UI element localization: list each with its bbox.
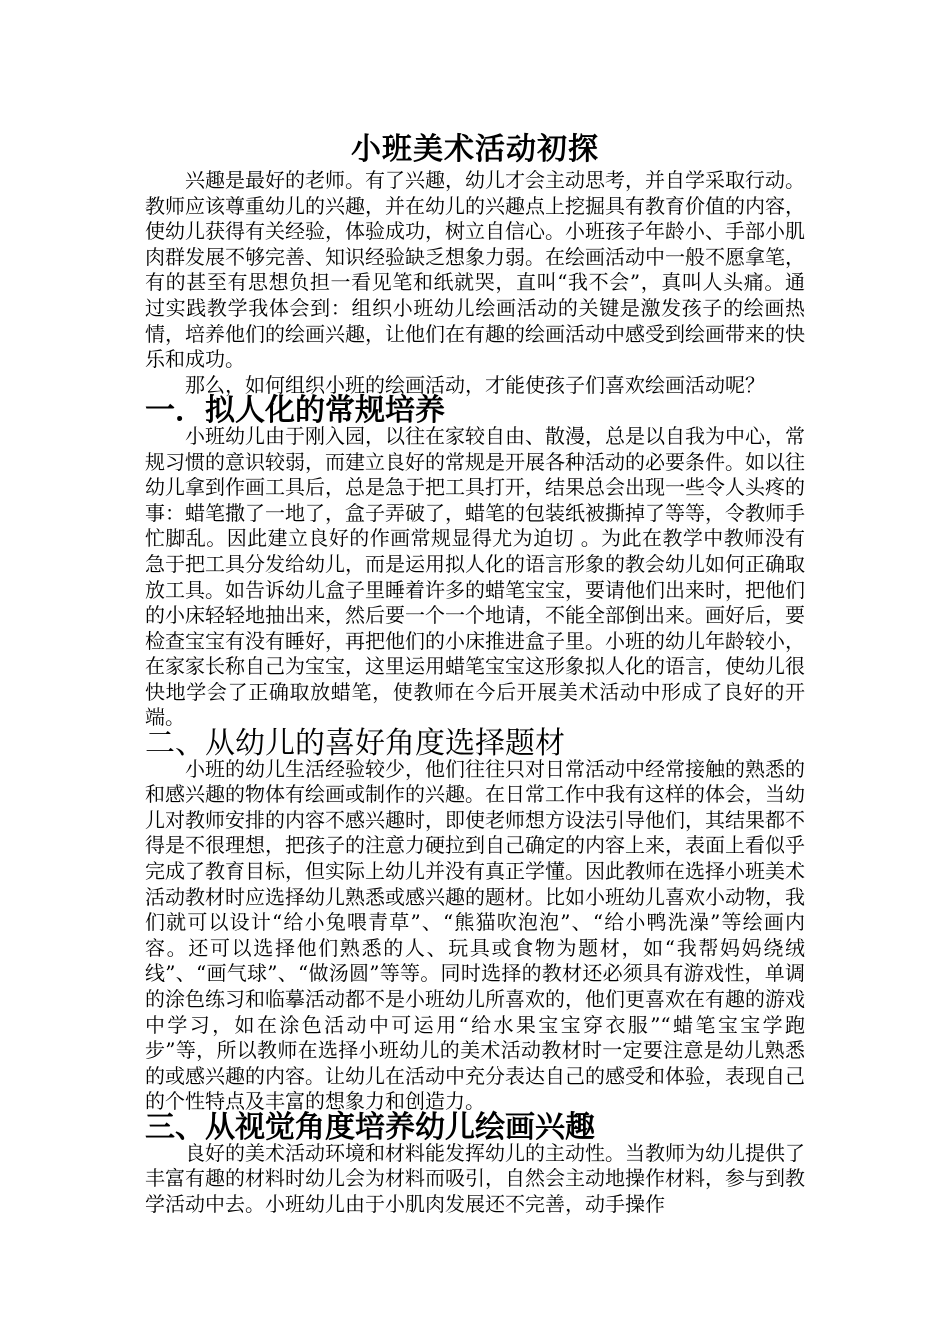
section-heading: 三、从视觉角度培养幼儿绘画兴趣 (145, 1109, 595, 1145)
paragraph: 小班幼儿由于刚入园，以往在家较自由、散漫，总是以自我为中心，常规习惯的意识较弱，而建立良好的常规是开展各种活动的必要条件。如以往幼儿拿到作画工具后，总是急于把工具打开，结果总会出现一些令人头疼的事：蜡笔撒了一地了，盒子弄破了，蜡笔的包装纸被撕掉了等等，令教师手忙脚乱。因此建立良好的作画常规显得尤为迫切 。为此在教学中教师没有急于把工具分发给幼儿，而是运用拟人化的语言形象的教会幼儿如何正确取放工具。如告诉幼儿盒子里睡着许多的蜡笔宝宝，要请他们出来时，把他们的小床轻轻地抽出来，然后要一个一个地请，不能全部倒出来。画好后，要检查宝宝有没有睡好，再把他们的小床推进盒子里。小班的幼儿年龄较小，在家家长称自己为宝宝，这里运用蜡笔宝宝这形象拟人化的语言，使幼儿很快地学会了正确取放蜡笔，使教师在今后开展美术活动中形成了良好的开端。 (145, 423, 805, 730)
document-page (145, 128, 805, 1217)
paragraph: 良好的美术活动环境和材料能发挥幼儿的主动性。当教师为幼儿提供了丰富有趣的材料时幼儿会为材料而吸引，自然会主动地操作材料，参与到教学活动中去。小班幼儿由于小肌肉发展还不完善，动手操作 (145, 1140, 805, 1216)
section-heading: 二、从幼儿的喜好角度选择题材 (145, 726, 565, 762)
document-body (145, 168, 805, 1217)
document-title: 小班美术活动初探 (351, 132, 599, 167)
paragraph: 小班的幼儿生活经验较少，他们往往只对日常活动中经常接触的熟悉的和感兴趣的物体有绘画或制作的兴趣。在日常工作中我有这样的体会，当幼儿对教师安排的内容不感兴趣时，即使老师想方设法引导他们，其结果都不得是不很理想，把孩子的注意力硬拉到自己确定的内容上来，表面上看似乎完成了教育目标，但实际上幼儿并没有真正学懂。因此教师在选择小班美术活动教材时应选择幼儿熟悉或感兴趣的题材。比如小班幼儿喜欢小动物，我们就可以设计“给小兔喂青草”、“熊猫吹泡泡”、“给小鸭洗澡”等绘画内容。还可以选择他们熟悉的人、玩具或食物为题材，如“我帮妈妈绕绒线”、“画气球”、“做汤圆”等等。同时选择的教材还必须具有游戏性，单调的涂色练习和临摹活动都不是小班幼儿所喜欢的，他们更喜欢在有趣的游戏中学习，如在涂色活动中可运用“给水果宝宝穿衣服”“蜡笔宝宝学跑步”等，所以教师在选择小班幼儿的美术活动教材时一定要注意是幼儿熟悉的或感兴趣的内容。让幼儿在活动中充分表达自己的感受和体验，表现自己的个性特点及丰富的想象力和创造力。 (145, 756, 805, 1114)
paragraph: 那么，如何组织小班的绘画活动，才能使孩子们喜欢绘画活动呢？ (185, 372, 765, 397)
section-heading: 一．拟人化的常规培养 (145, 393, 445, 429)
paragraph: 兴趣是最好的老师。有了兴趣，幼儿才会主动思考，并自学采取行动。教师应该尊重幼儿的兴趣，并在幼儿的兴趣点上挖掘具有教育价值的内容，使幼儿获得有关经验，体验成功，树立自信心。小班孩子年龄小、手部小肌肉群发展不够完善、知识经验缺乏想象力弱。在绘画活动中一般不愿拿笔，有的甚至有思想负担一看见笔和纸就哭，直叫“我不会”，真叫人头痛。通过实践教学我体会到：组织小班幼儿绘画活动的关键是激发孩子的绘画热情，培养他们的绘画兴趣，让他们在有趣的绘画活动中感受到绘画带来的快乐和成功。 (145, 168, 805, 372)
